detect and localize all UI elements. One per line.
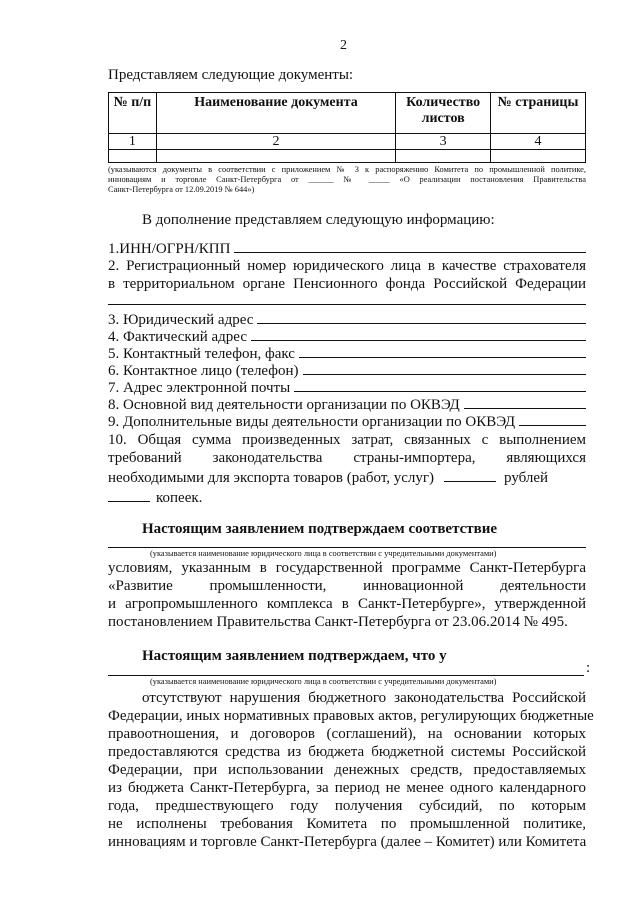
costs-line-3: необходимыми для экспорта товаров (работ, услуг) рублей (108, 467, 586, 487)
legal-address-label: 3. Юридический адрес (108, 312, 254, 328)
column-header-page: № страницы (491, 93, 586, 134)
actual-address-label: 4. Фактический адрес (108, 329, 247, 345)
section-1-line: и агропромышленного комплекса в Санкт-Петербурге», утвержденной (108, 596, 586, 612)
section-1-heading: Настоящим заявлением подтверждаем соответствие (142, 521, 498, 537)
section-2-line: года, предшествующего году получения субсидий, по которым (108, 798, 586, 814)
section-1-line: постановлением Правительства Санкт-Петербурга от 23.06.2014 № 495. (108, 614, 568, 630)
section-1-line: условиям, указанным в государственной программе Санкт-Петербурга (108, 560, 586, 576)
table-cell: 2 (156, 134, 395, 150)
table-cell: 3 (396, 134, 491, 150)
costs-line-2: требований законодательства страны-импортера, являющихся (108, 450, 586, 466)
registration-number-input-line[interactable] (108, 304, 586, 305)
section-2-paragraph (108, 689, 594, 851)
section-2-note: (указывается наименование юридического лица в соответствии с учредительными документами) (150, 677, 497, 686)
section-1-paragraph (108, 559, 586, 631)
documents-intro: Представляем следующие документы: (108, 67, 354, 83)
table-cell: 4 (491, 134, 586, 150)
section-1-line: «Развитие промышленности, инновационной деятельности (108, 578, 586, 594)
section-1-name-input-line[interactable] (108, 547, 586, 548)
column-header-number: № п/п (109, 93, 157, 134)
table-header-row (109, 93, 586, 134)
okved-main-label: 8. Основной вид деятельности организации по ОКВЭД (108, 397, 460, 413)
section-2-line: из бюджета Санкт-Петербурга, за период не менее одного календарного (108, 780, 586, 796)
section-2-line: предоставляются средства из бюджета бюджетной системы Российской (108, 744, 586, 760)
table-note-line-2: инновациям и торговле Санкт-Петербурга от ______ № _____ «О реализации постановления Правительства (108, 175, 586, 184)
section-1-note: (указывается наименование юридического лица в соответствии с учредительными документами) (150, 549, 497, 558)
costs-line-4: копеек. (108, 487, 586, 507)
table-note-line-1: (указываются документы в соответствии с приложением № 3 к распоряжению Комитета по промышленной политике, (108, 165, 586, 174)
costs-line-1: 10. Общая сумма произведенных затрат, связанных с выполнением (108, 432, 586, 448)
costs-kopecks-input-line[interactable] (108, 487, 150, 502)
section-2-colon: : (586, 660, 591, 676)
section-2-heading: Настоящим заявлением подтверждаем, что у (142, 648, 447, 664)
contact-person-label: 6. Контактное лицо (телефон) (108, 363, 299, 379)
costs-paragraph (108, 431, 586, 507)
section-2-name-input-line[interactable] (108, 675, 584, 676)
table-note-line-3: Санкт-Петербурга от 12.09.2019 № 644») (108, 185, 255, 194)
costs-rubles-input-line[interactable] (444, 467, 496, 482)
table-note (108, 165, 586, 195)
inn-input-line[interactable] (234, 238, 586, 253)
section-2-line: инновациям и торговле Санкт-Петербурга (далее – Комитет) или Комитета (108, 834, 587, 850)
table-row (109, 134, 586, 150)
section-2-line: Федерации, иных нормативных правовых актов, регулирующих бюджетные (108, 708, 594, 724)
table-cell: 1 (109, 134, 157, 150)
section-2-line: Федерации, при использовании денежных средств, предоставляемых (108, 762, 586, 778)
column-header-sheets: Количество листов (396, 93, 491, 134)
section-2-line: отсутствуют нарушения бюджетного законодательства Российской (142, 690, 586, 706)
column-header-doc-name: Наименование документа (156, 93, 395, 134)
section-2-line: не исполнены требования Комитета по промышленной политике, (108, 816, 586, 832)
documents-table (108, 92, 586, 163)
phone-label: 5. Контактный телефон, факс (108, 346, 295, 362)
registration-number-text (108, 257, 586, 293)
inn-field[interactable] (108, 238, 586, 258)
email-label: 7. Адрес электронной почты (108, 380, 291, 396)
section-2-line: правоотношения, и договоров (соглашений), на основании которых (108, 726, 586, 742)
reg-line-2: в территориальном органе Пенсионного фонда Российской Федерации (108, 276, 586, 292)
reg-line-1: 2. Регистрационный номер юридического лица в качестве страхователя (108, 258, 586, 274)
okved-extra-label: 9. Дополнительные виды деятельности организации по ОКВЭД (108, 414, 516, 430)
info-intro: В дополнение представляем следующую информацию: (142, 212, 495, 228)
okved-extra-field[interactable] (108, 411, 586, 431)
table-row-empty[interactable] (109, 150, 586, 163)
page-number: 2 (340, 38, 347, 53)
inn-label: 1.ИНН/ОГРН/КПП (108, 241, 231, 257)
